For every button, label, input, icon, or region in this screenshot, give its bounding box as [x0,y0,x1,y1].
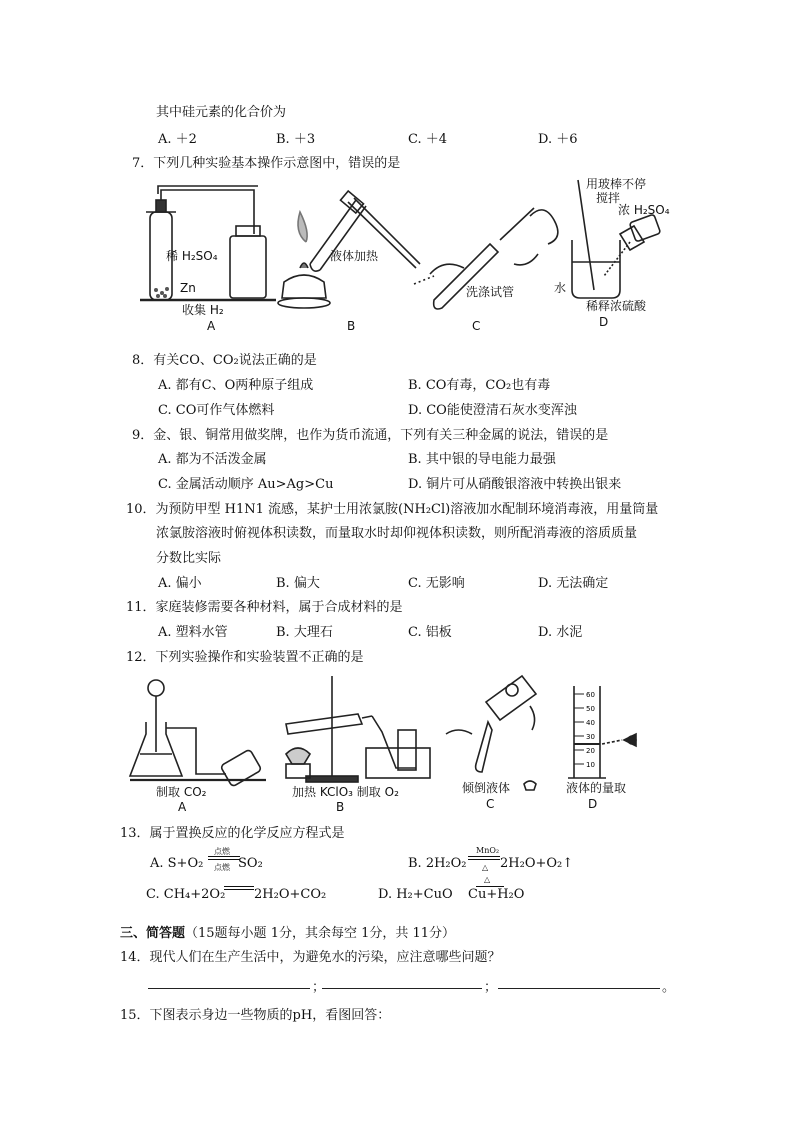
q9-option-c: C. 金属活动顺序 Au>Ag>Cu [158,477,334,492]
q7-d-water-label: 水 [554,281,567,295]
q13-b-catalyst: MnO₂ [476,846,500,855]
q11-option-d: D. 水泥 [538,625,583,640]
q12-d-tick: 40 [586,719,595,727]
q7-a-caption: 收集 H₂ [182,303,224,317]
q13-c-left: C. CH₄+2O₂ [146,887,226,902]
section-3-title: 三、简答题 [120,926,186,941]
q7-a-metal-label: Zn [180,281,196,295]
q13-b-right: 2H₂O+O₂↑ [500,856,574,871]
q6-option-d: D. ＋6 [538,132,578,147]
q12-c-caption: 倾倒液体 [462,781,511,795]
section-3-heading [120,922,455,941]
q7-c-caption: 洗涤试管 [466,285,515,299]
q7-d-note-2: 搅拌 [596,191,621,205]
q13-b-left: B. 2H₂O₂ [408,856,467,871]
q11-stem: 11．家庭装修需要各种材料，属于合成材料的是 [126,600,403,615]
q9-option-b: B. 其中银的导电能力最强 [408,452,556,467]
q12-d-tick: 20 [586,747,595,755]
q12-d-tick: 30 [586,733,595,741]
q6-option-c: C. ＋4 [408,132,448,147]
q7-d-letter: D [599,315,609,329]
q10-option-a: A. 偏小 [158,576,202,591]
q13-a-right: SO₂ [238,856,263,871]
q12-d-caption: 液体的量取 [566,781,627,795]
q11-option-a: A. 塑料水管 [158,625,228,640]
q12-d-tick: 10 [586,761,595,769]
q13-c-right: 2H₂O+CO₂ [254,887,327,902]
q10-line-1: 10．为预防甲型 H1N1 流感，某护士用浓氯胺(NH₂Cl)溶液加水配制环境消毒液，用量筒量 [126,502,659,517]
q12-apparatus-a [130,680,266,787]
q11-option-c: C. 铝板 [408,625,452,640]
q7-c-letter: C [472,319,481,333]
q14-separator-2: ； [484,980,498,995]
q8-stem: 8．有关CO、CO₂说法正确的是 [132,353,317,368]
q12-c-letter: C [486,797,495,811]
q10-line-2: 浓氯胺溶液时俯视体积读数，而量取水时却仰视体积读数，则所配消毒液的溶质质量 [156,526,638,541]
q10-line-3: 分数比实际 [156,551,222,566]
q13-d-heat: △ [484,875,491,884]
q13-stem: 13．属于置换反应的化学反应方程式是 [120,826,345,841]
q7-stem: 7．下列几种实验基本操作示意图中，错误的是 [132,156,401,171]
q7-b-caption: 液体加热 [330,249,379,263]
q7-d-note-1: 用玻棒不停 [586,177,647,191]
q6-option-b: B. ＋3 [276,132,316,147]
section-3-note: （15题每小题 1分，其余每空 1分，共 11分） [185,926,456,941]
q7-figure [134,172,670,334]
q8-option-c: C. CO可作气体燃料 [158,403,275,418]
q12-d-tick: 60 [586,691,595,699]
q12-a-letter: A [178,800,187,814]
q10-option-b: B. 偏大 [276,576,320,591]
q14-answer-blank-2[interactable] [322,974,482,989]
q14-answer-blank-3[interactable] [498,974,660,989]
q7-d-acid-label: 浓 H₂SO₄ [618,203,670,217]
q10-option-c: C. 无影响 [408,576,465,591]
q12-apparatus-c [446,676,536,790]
q9-option-a: A. 都为不活泼金属 [158,452,267,467]
q12-b-caption: 加热 KClO₃ 制取 O₂ [292,785,399,799]
q13-b-heat: △ [482,863,489,872]
q12-d-letter: D [588,797,598,811]
q9-stem: 9．金、银、铜常用做奖牌，也作为货币流通，下列有关三种金属的说法，错误的是 [132,428,609,443]
q8-option-a: A. 都有C、O两种原子组成 [158,378,314,393]
q12-d-scale [574,694,584,764]
q14-separator-1: ； [312,980,326,995]
q7-a-reagent-label: 稀 H₂SO₄ [166,249,218,263]
q10-option-d: D. 无法确定 [538,576,609,591]
q6-stem-tail: 其中硅元素的化合价为 [156,105,287,120]
q12-figure [126,672,646,816]
q13-a-condition-below: 点燃 [214,863,230,872]
q7-a-letter: A [207,319,216,333]
q14-stem: 14．现代人们在生产生活中，为避免水的污染，应注意哪些问题？ [120,950,501,965]
q12-b-letter: B [336,800,345,814]
q11-option-b: B. 大理石 [276,625,333,640]
q7-apparatus-a [140,186,276,300]
q13-a-condition: 点燃 [214,847,230,856]
q13-d-right: Cu+H₂O [468,887,525,902]
q12-a-caption: 制取 CO₂ [156,785,207,799]
q14-answer-blank-1[interactable] [148,974,310,989]
q8-option-d: D. CO能使澄清石灰水变浑浊 [408,403,577,418]
q15-stem: 15．下图表示身边一些物质的pH，看图回答： [120,1008,391,1023]
q14-end: 。 [662,980,676,995]
q12-stem: 12．下列实验操作和实验装置不正确的是 [126,650,364,665]
q13-a-left: A. S+O₂ [150,856,204,871]
q8-option-b: B. CO有毒，CO₂也有毒 [408,378,551,393]
q6-option-a: A. ＋2 [158,132,197,147]
q12-apparatus-b [286,676,430,782]
q7-d-caption: 稀释浓硫酸 [586,299,647,313]
q12-d-tick: 50 [586,705,595,713]
q9-option-d: D. 铜片可从硝酸银溶液中转换出银来 [408,477,622,492]
q13-d-left: D. H₂+CuO [378,887,453,902]
q7-b-letter: B [347,319,356,333]
